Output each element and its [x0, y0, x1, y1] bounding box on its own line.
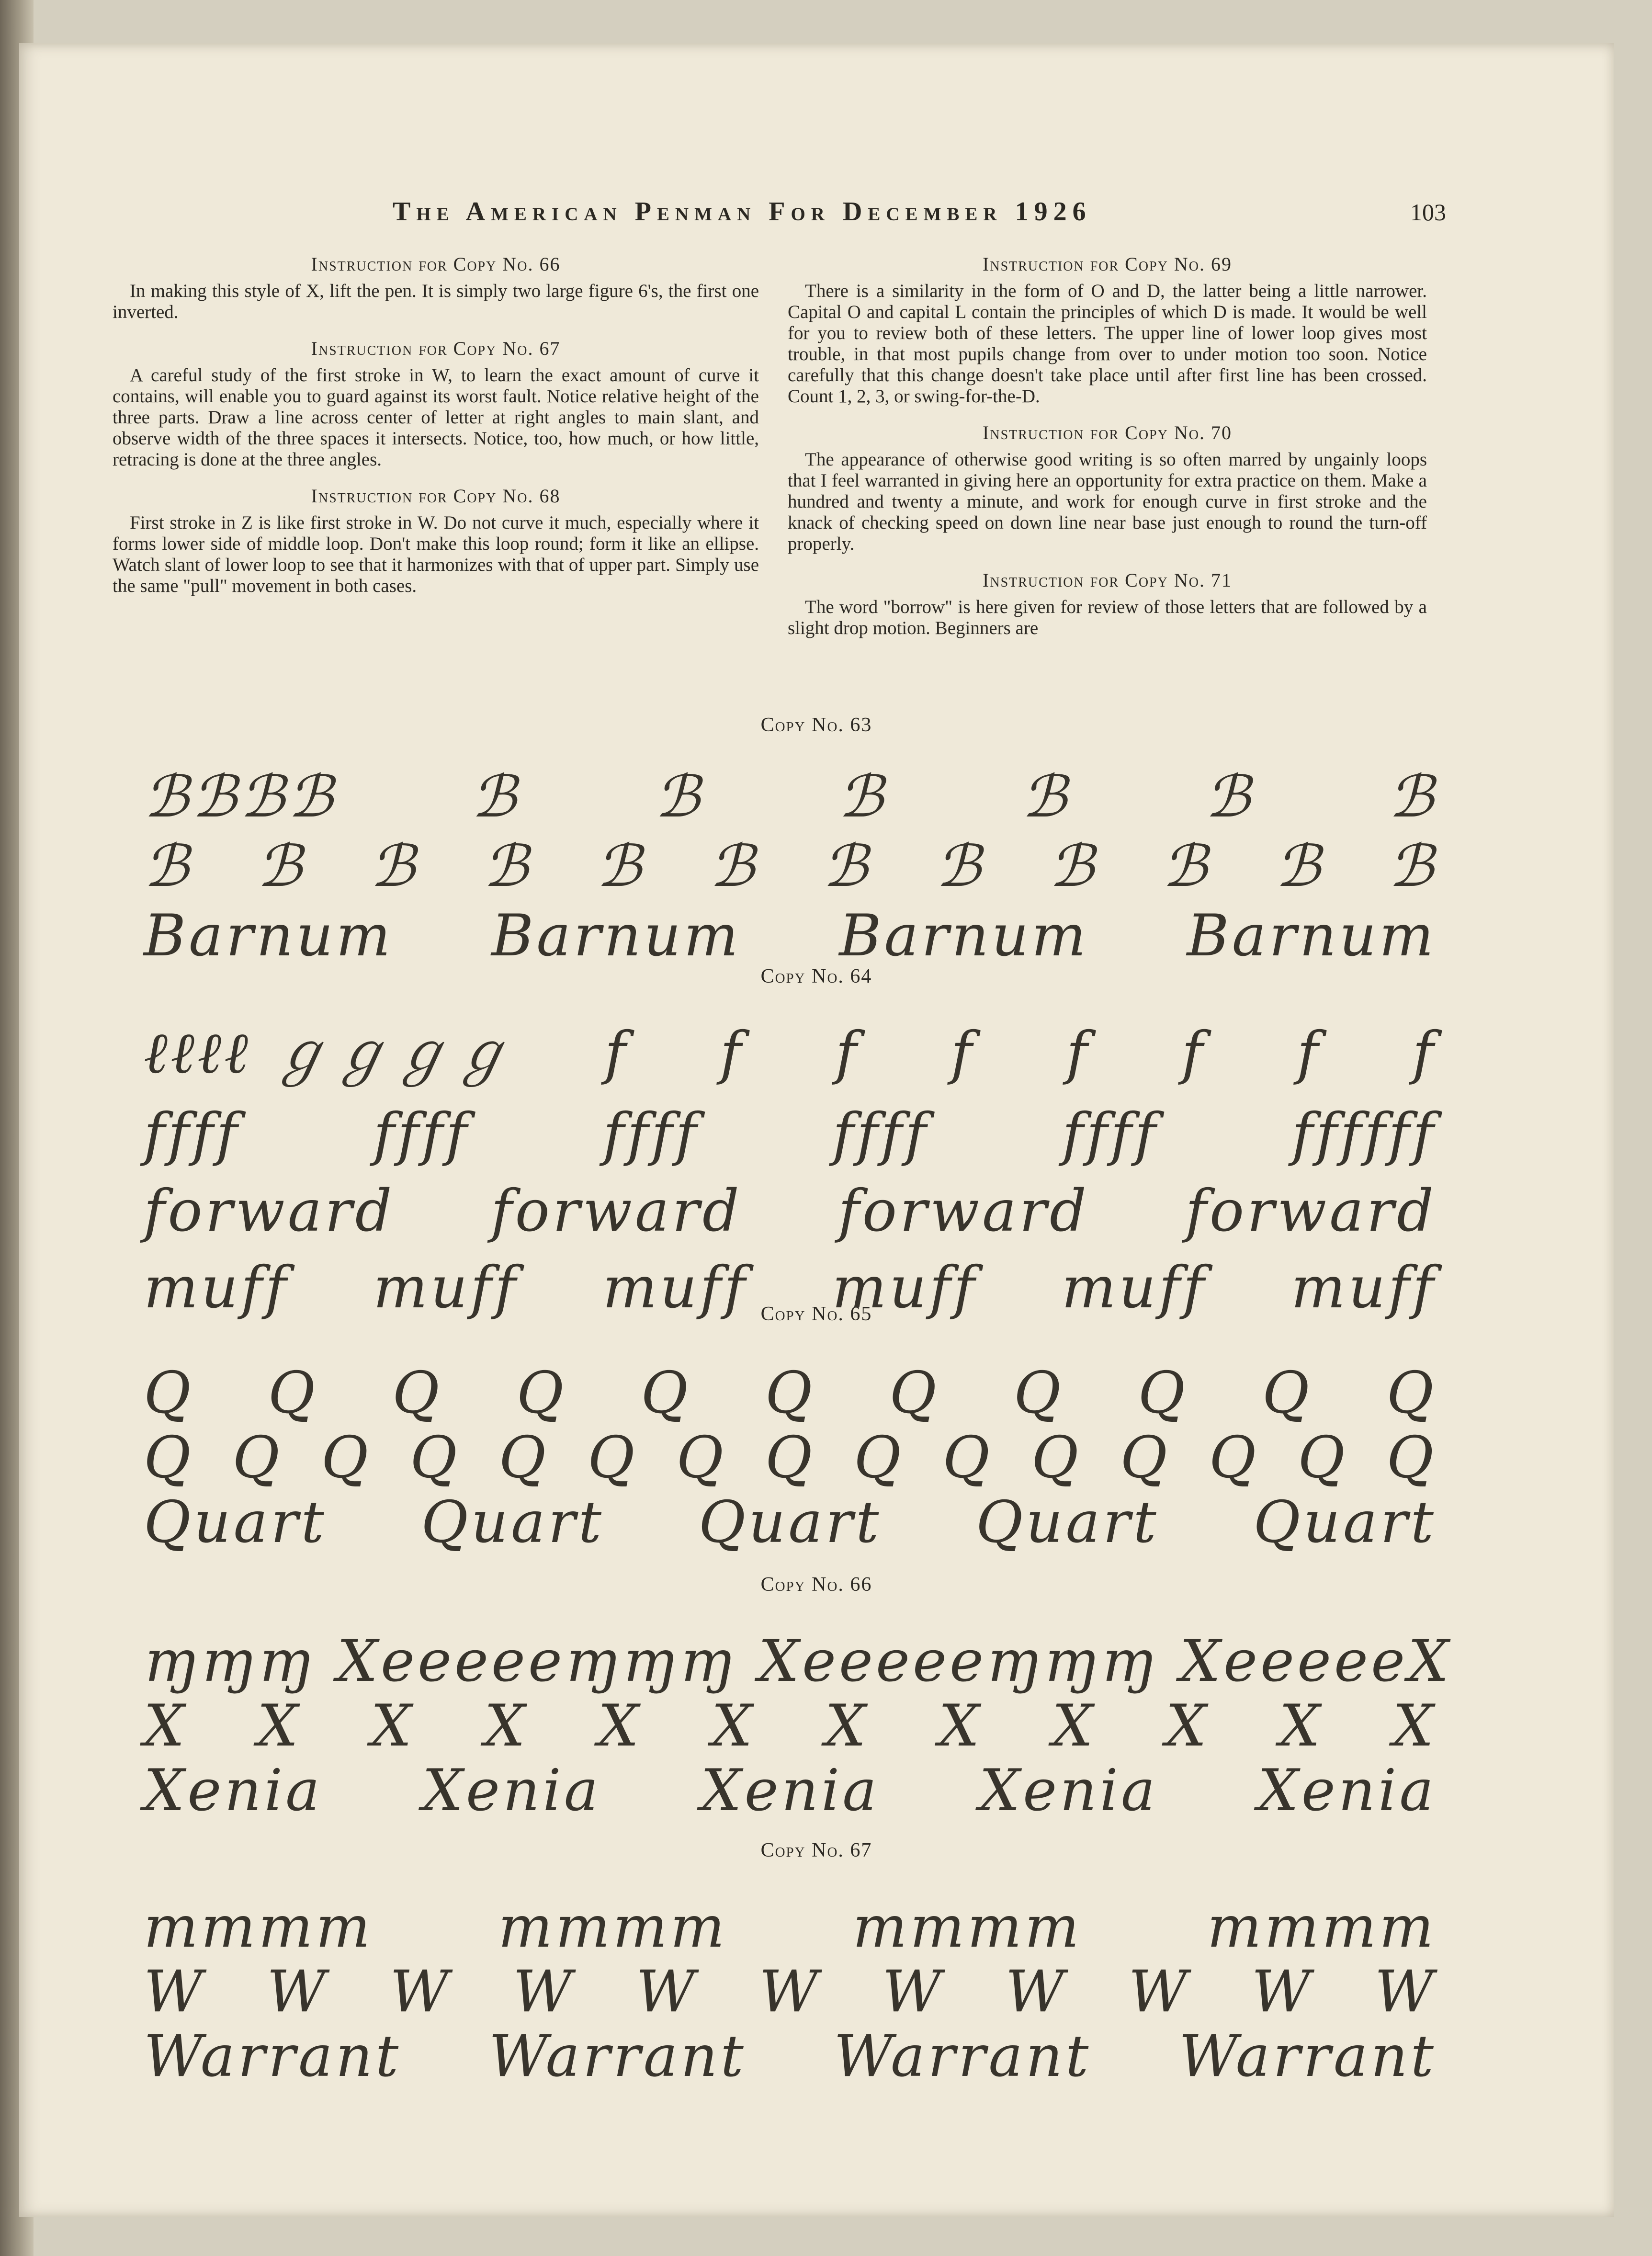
- script-word: forward: [1185, 1178, 1437, 1245]
- script-word: Warrant: [834, 2023, 1092, 2090]
- instruction-heading: Instruction for Copy No. 66: [311, 253, 561, 275]
- script-word: Quart: [144, 1489, 327, 1556]
- script-word: Warrant: [488, 2023, 747, 2090]
- script-word: f: [1181, 1020, 1206, 1087]
- script-word: ℬ: [1388, 833, 1437, 900]
- script-word: ffff: [373, 1101, 470, 1168]
- script-practice-line: [144, 761, 1437, 833]
- script-word: ɱɱɱ Xeeeee: [144, 1628, 566, 1695]
- script-word: Barnum: [1187, 903, 1437, 969]
- copy-heading: Copy No. 67: [760, 1839, 872, 1861]
- script-word: Quart: [1253, 1489, 1437, 1556]
- script-word: ℬ: [838, 764, 886, 830]
- magazine-page: [19, 43, 1614, 2217]
- script-word: X: [371, 1693, 415, 1759]
- script-word: f: [835, 1020, 860, 1087]
- script-word: ℬ: [1275, 833, 1324, 900]
- instruction-copy-71: [788, 570, 1427, 639]
- script-word: Q: [641, 1360, 691, 1427]
- script-word: X: [825, 1693, 869, 1759]
- script-word: ffff: [832, 1101, 929, 1168]
- script-practice-line: [144, 1176, 1437, 1247]
- script-practice-line: [144, 1892, 1437, 1963]
- script-practice-line: [144, 1487, 1437, 1559]
- script-word: muff: [373, 1255, 519, 1321]
- instruction-copy-67: [113, 338, 759, 470]
- script-word: Quart: [975, 1489, 1159, 1556]
- script-word: X: [938, 1693, 983, 1759]
- script-word: W: [513, 1959, 575, 2025]
- script-word: Barnum: [839, 903, 1089, 969]
- page-number: 103: [1410, 199, 1446, 226]
- script-word: ℬ: [1021, 764, 1070, 830]
- script-word: Warrant: [144, 2023, 402, 2090]
- script-word: mmmm: [144, 1894, 373, 1961]
- script-word: f: [1412, 1020, 1437, 1087]
- script-word: W: [882, 1959, 944, 2025]
- script-word: W: [390, 1959, 452, 2025]
- script-word: ℬ: [936, 833, 984, 900]
- script-practice-line: [144, 831, 1437, 903]
- instruction-heading: Instruction for Copy No. 68: [311, 485, 561, 507]
- instruction-body: A careful study of the first stroke in W, to learn the exact amount of curve it contains, will enable you to guard against its worst fault. Notice relative height of the three parts. Draw a line across center of letter at right angles to main slant, and observe width of the three spaces it intersects. Notice, too, how much, or how little, retracing is done at the three angles.: [113, 365, 759, 470]
- script-practice-line: [144, 1018, 1437, 1089]
- script-practice-line: [144, 1755, 1437, 1827]
- script-word: Xenia: [144, 1757, 323, 1824]
- script-word: Q: [942, 1425, 993, 1491]
- script-word: Q: [268, 1360, 318, 1427]
- script-word: W: [144, 1959, 206, 2025]
- script-word: X: [598, 1693, 642, 1759]
- script-practice-line: [144, 1099, 1437, 1171]
- script-word: Q: [498, 1425, 549, 1491]
- script-word: f: [720, 1020, 745, 1087]
- script-word: ℬ: [483, 833, 532, 900]
- script-word: X: [1408, 1628, 1452, 1695]
- instruction-body: The word "borrow" is here given for review of those letters that are followed by a slight drop motion. Beginners are: [788, 597, 1427, 638]
- script-word: Q: [516, 1360, 567, 1427]
- script-word: Xenia: [979, 1757, 1158, 1824]
- script-word: muff: [1061, 1255, 1207, 1321]
- script-word: Q: [765, 1425, 815, 1491]
- script-word: Barnum: [144, 903, 394, 969]
- script-word: Q: [321, 1425, 372, 1491]
- script-word: ℬ: [471, 764, 520, 830]
- script-word: Quart: [698, 1489, 882, 1556]
- script-practice-line: [144, 1422, 1437, 1494]
- script-word: ℬ: [1205, 764, 1253, 830]
- script-word: X: [1392, 1693, 1437, 1759]
- script-word: ffff: [603, 1101, 700, 1168]
- script-word: ɱɱɱ Xeeeee: [565, 1628, 987, 1695]
- script-word: muff: [602, 1255, 748, 1321]
- script-word: Q: [1013, 1360, 1064, 1427]
- script-word: ℬ: [709, 833, 758, 900]
- script-word: Q: [392, 1360, 442, 1427]
- script-word: Q: [889, 1360, 939, 1427]
- script-practice-line: [144, 1626, 1452, 1698]
- script-word: mmmm: [852, 1894, 1082, 1961]
- script-practice-line: [144, 900, 1437, 972]
- script-word: forward: [144, 1178, 395, 1245]
- script-word: W: [267, 1959, 329, 2025]
- script-word: Warrant: [1178, 2023, 1437, 2090]
- instruction-copy-68: [113, 486, 759, 597]
- script-word: Q: [765, 1360, 815, 1427]
- script-word: Q: [587, 1425, 638, 1491]
- instruction-body: In making this style of X, lift the pen. It is simply two large figure 6's, the first one inverted.: [113, 281, 759, 322]
- script-word: Barnum: [491, 903, 741, 969]
- script-word: Q: [144, 1360, 194, 1427]
- script-word: Q: [1031, 1425, 1082, 1491]
- copy-heading: Copy No. 66: [760, 1574, 872, 1596]
- copy-heading: Copy No. 63: [760, 714, 872, 736]
- script-word: Q: [1120, 1425, 1170, 1491]
- instruction-heading: Instruction for Copy No. 71: [983, 569, 1232, 591]
- script-practice-line: [144, 1690, 1437, 1762]
- script-word: ℬℬℬℬ: [144, 764, 336, 830]
- script-word: ℓℓℓℓ ℊℊℊℊ: [144, 1020, 514, 1087]
- script-word: Q: [232, 1425, 283, 1491]
- copy-heading: Copy No. 65: [760, 1303, 872, 1325]
- instruction-heading: Instruction for Copy No. 70: [983, 422, 1232, 443]
- script-word: f: [1297, 1020, 1321, 1087]
- script-word: Q: [1209, 1425, 1259, 1491]
- script-word: ℬ: [655, 764, 703, 830]
- script-word: W: [1251, 1959, 1313, 2025]
- script-word: Xenia: [1257, 1757, 1437, 1824]
- script-word: ℬ: [596, 833, 645, 900]
- script-word: ℬ: [144, 833, 192, 900]
- script-word: W: [636, 1959, 698, 2025]
- running-head: The American Penman For December 1926: [393, 197, 1092, 227]
- script-practice-line: [144, 1956, 1437, 2028]
- script-word: Q: [1138, 1360, 1188, 1427]
- instruction-copy-66: [113, 254, 759, 323]
- script-word: Q: [1386, 1425, 1437, 1491]
- instruction-body: First stroke in Z is like first stroke in W. Do not curve it much, especially where it forms lower side of middle loop. Don't make this loop round; form it like an ellipse. Watch slant of lower loop to see that it harmonizes with that of upper part. Simply use the same "pull" movement in both cases.: [113, 512, 759, 596]
- script-word: ℬ: [822, 833, 871, 900]
- script-word: W: [1374, 1959, 1437, 2025]
- script-word: X: [1165, 1693, 1210, 1759]
- script-word: ɱɱɱ Xeeeee: [986, 1628, 1408, 1695]
- script-word: Xenia: [701, 1757, 880, 1824]
- left-column: [113, 254, 759, 612]
- script-word: W: [1005, 1959, 1067, 2025]
- script-word: f: [1066, 1020, 1090, 1087]
- instruction-copy-69: [788, 254, 1427, 407]
- script-word: muff: [832, 1255, 978, 1321]
- script-word: Q: [854, 1425, 904, 1491]
- instruction-body: The appearance of otherwise good writing is so often marred by ungainly loops that I feel warranted in giving here an opportunity for extra practice on them. Make a hundred and twenty a minute, and work for enough curve in first stroke and the knack of checking speed on down line near base just enough to round the turn-off properly.: [788, 449, 1427, 554]
- script-word: Q: [1262, 1360, 1313, 1427]
- script-word: f: [604, 1020, 629, 1087]
- script-word: forward: [838, 1178, 1089, 1245]
- script-word: muff: [1291, 1255, 1437, 1321]
- script-word: Q: [676, 1425, 726, 1491]
- script-word: mmmm: [1207, 1894, 1437, 1961]
- script-word: W: [1128, 1959, 1190, 2025]
- script-word: ℬ: [1162, 833, 1211, 900]
- copy-heading: Copy No. 64: [760, 965, 872, 987]
- instruction-body: There is a similarity in the form of O and D, the latter being a little narrower. Capital O and capital L contain the principles of which D is made. It would be well for you to review both of these letters. The upper line of lower loop gives most trouble, in that most pupils change from over to under motion too soon. Notice carefully that this change doesn't take place until after first line has been crossed. Count 1, 2, 3, or swing-for-the-D.: [788, 281, 1427, 407]
- script-word: Q: [144, 1425, 194, 1491]
- script-practice-line: [144, 1358, 1437, 1429]
- script-word: ffff: [144, 1101, 240, 1168]
- script-word: W: [759, 1959, 821, 2025]
- script-word: f: [950, 1020, 975, 1087]
- script-word: Q: [1298, 1425, 1348, 1491]
- right-column: [788, 254, 1427, 654]
- script-word: X: [1052, 1693, 1096, 1759]
- script-practice-line: [144, 2021, 1437, 2093]
- script-word: ℬ: [1388, 764, 1437, 830]
- script-word: ℬ: [257, 833, 305, 900]
- script-word: Xenia: [422, 1757, 601, 1824]
- script-word: X: [144, 1693, 188, 1759]
- script-word: X: [257, 1693, 301, 1759]
- script-word: X: [711, 1693, 756, 1759]
- script-word: forward: [491, 1178, 742, 1245]
- script-word: ffffff: [1291, 1101, 1437, 1168]
- script-word: ℬ: [1049, 833, 1097, 900]
- script-word: muff: [144, 1255, 289, 1321]
- instruction-heading: Instruction for Copy No. 69: [983, 253, 1232, 275]
- script-word: Q: [1386, 1360, 1437, 1427]
- script-word: ℬ: [370, 833, 418, 900]
- script-word: X: [1279, 1693, 1323, 1759]
- script-word: Quart: [421, 1489, 605, 1556]
- script-word: Q: [410, 1425, 460, 1491]
- instruction-copy-70: [788, 422, 1427, 555]
- script-word: mmmm: [498, 1894, 728, 1961]
- script-word: X: [484, 1693, 528, 1759]
- script-word: ffff: [1062, 1101, 1159, 1168]
- instruction-heading: Instruction for Copy No. 67: [311, 338, 561, 359]
- page-header: [19, 196, 1614, 235]
